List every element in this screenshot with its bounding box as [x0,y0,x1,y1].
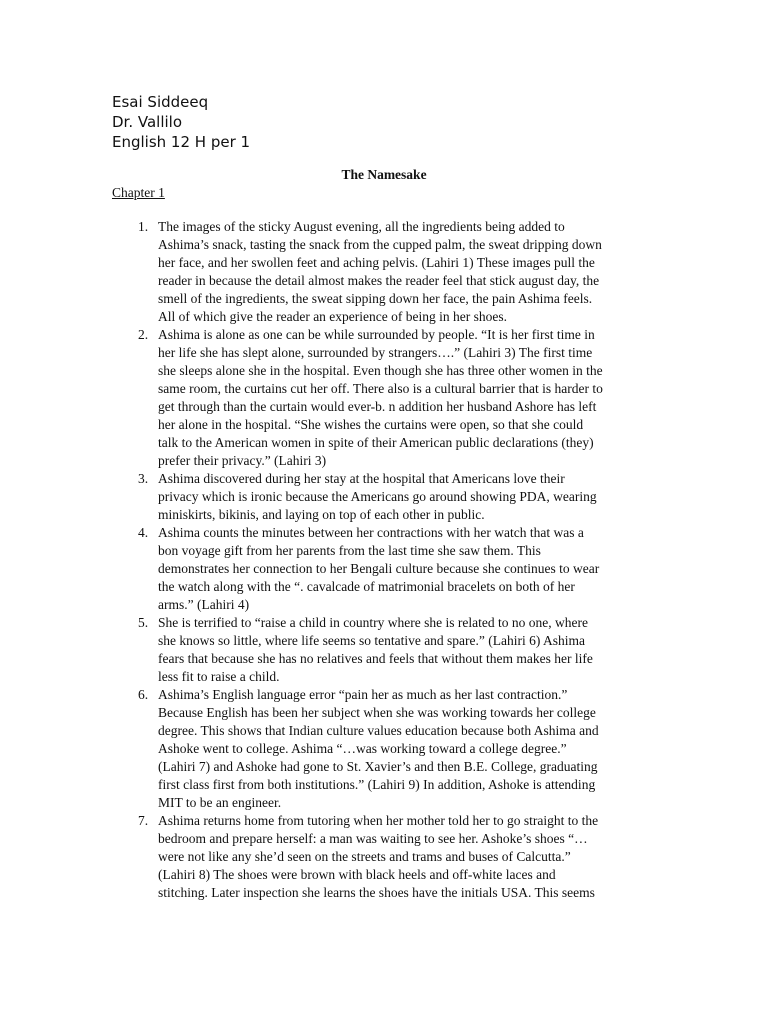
list-item-number-text: 2. [138,327,149,342]
text-line: She is terrified to “raise a child in country where she is related to no one, where [158,615,588,630]
text-line: degree. This shows that Indian culture values education because both Ashima and [158,723,599,738]
text-line: demonstrates her connection to her Bengali culture because she continues to wear [158,561,600,576]
list-item-text [158,218,657,326]
text-line: prefer their privacy.” (Lahiri 3) [158,453,327,468]
list-item [112,812,657,902]
list-item-text [158,524,657,614]
list-item-number-text: 4. [138,525,149,540]
document-title: The Namesake [341,167,427,182]
text-line: fears that because she has no relatives and feels that without them makes her life [158,651,593,666]
text-line: reader in because the detail almost makes the reader feel that stick august day, the [158,273,600,288]
list-item-text [158,470,657,524]
list-item [112,614,657,686]
numbered-list [112,218,657,902]
text-line: Ashima discovered during her stay at the hospital that Americans love their [158,471,565,486]
list-item [112,524,657,614]
list-item [112,218,657,326]
text-line: Ashima counts the minutes between her contractions with her watch that was a [158,525,584,540]
text-line: get through than the curtain would ever-b. n addition her husband Ashore has left [158,399,597,414]
text-line: were not like any she’d seen on the streets and trams and buses of Calcutta.” [158,849,571,864]
student-name: Esai Siddeeq [112,93,209,111]
text-line: bon voyage gift from her parents from the last time she saw them. This [158,543,541,558]
text-line: arms.” (Lahiri 4) [158,597,250,612]
text-line: talk to the American women in spite of their American public declarations (they) [158,435,594,450]
list-item-text [158,686,657,812]
text-line: the watch along with the “. cavalcade of matrimonial bracelets on both of her [158,579,575,594]
list-item-number [112,326,158,470]
text-line: she sleeps alone she in the hospital. Even though she has three other women in the [158,363,603,378]
text-line: The images of the sticky August evening, all the ingredients being added to [158,219,565,234]
list-item-number-text: 1. [138,219,149,234]
text-line: same room, the curtains cut her off. There also is a cultural barrier that is harder to [158,381,603,396]
text-line: smell of the ingredients, the sweat sipping down her face, the pain Ashima feels. [158,291,593,306]
text-line: her alone in the hospital. “She wishes the curtains were open, so that she could [158,417,584,432]
text-line: MIT to be an engineer. [158,795,282,810]
list-item-number [112,218,158,326]
list-item-text [158,614,657,686]
list-item-number [112,812,158,902]
text-line: Ashima returns home from tutoring when her mother told her to go straight to the [158,813,599,828]
list-item-text [158,326,657,470]
list-item-number [112,470,158,524]
list-item-number-text: 3. [138,471,149,486]
text-line: her life she has slept alone, surrounded by strangers….” (Lahiri 3) The first time [158,345,593,360]
text-line: (Lahiri 8) The shoes were brown with black heels and off-white laces and [158,867,556,882]
text-line: All of which give the reader an experience of being in her shoes. [158,309,507,324]
list-item [112,686,657,812]
text-line: less fit to raise a child. [158,669,280,684]
text-line: her face, and her swollen feet and aching pelvis. (Lahiri 1) These images pull the [158,255,595,270]
list-item-number [112,614,158,686]
text-line: stitching. Later inspection she learns the shoes have the initials USA. This seems [158,885,595,900]
text-line: privacy which is ironic because the Americans go around showing PDA, wearing [158,489,597,504]
chapter-heading: Chapter 1 [112,185,165,200]
list-item [112,470,657,524]
text-line: first class first from both institutions.” (Lahiri 9) In addition, Ashoke is attending [158,777,596,792]
list-item-number-text: 7. [138,813,149,828]
text-line: bedroom and prepare herself: a man was waiting to see her. Ashoke’s shoes “… [158,831,588,846]
list-item-text [158,812,657,902]
text-line: Ashima is alone as one can be while surrounded by people. “It is her first time in [158,327,595,342]
text-line: (Lahiri 7) and Ashoke had gone to St. Xavier’s and then B.E. College, graduating [158,759,598,774]
text-line: Ashima’s English language error “pain her as much as her last contraction.” [158,687,568,702]
text-line: miniskirts, bikinis, and laying on top of each other in public. [158,507,485,522]
text-line: Because English has been her subject when she was working towards her college [158,705,596,720]
student-header [112,92,250,152]
course-label: English 12 H per 1 [112,133,251,151]
list-item-number [112,686,158,812]
list-item [112,326,657,470]
teacher-name: Dr. Vallilo [112,113,183,131]
list-item-number-text: 5. [138,615,149,630]
list-item-number [112,524,158,614]
list-item-number-text: 6. [138,687,149,702]
text-line: she knows so little, where life seems so tentative and spare.” (Lahiri 6) Ashima [158,633,586,648]
text-line: Ashima’s snack, tasting the snack from the cupped palm, the sweat dripping down [158,237,602,252]
text-line: Ashoke went to college. Ashima “…was working toward a college degree.” [158,741,567,756]
